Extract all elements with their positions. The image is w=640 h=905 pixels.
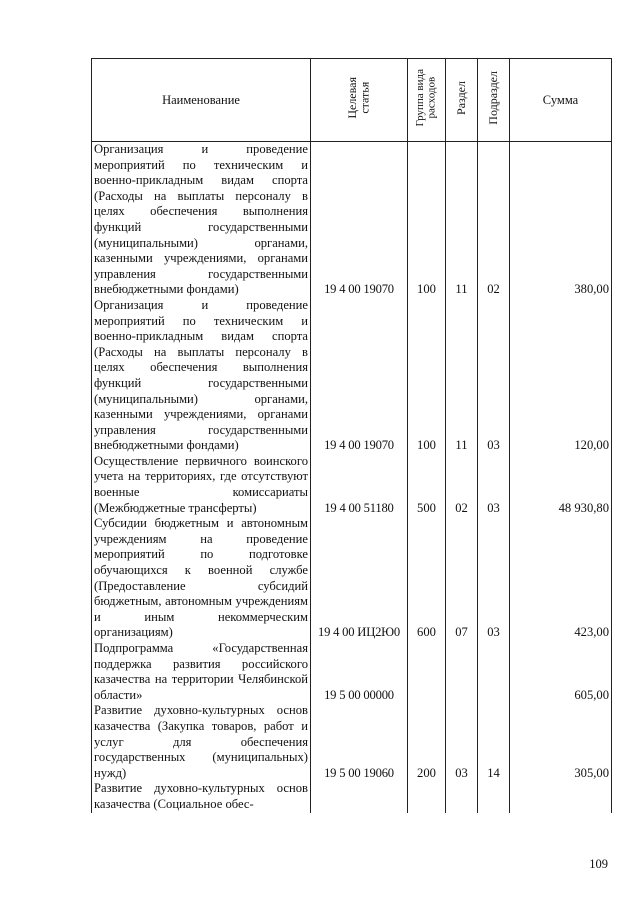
table-row: [92, 454, 612, 516]
row-subsection: [478, 781, 510, 812]
row-name: Развитие духовно-культурных основ казачества (Социальное обес-: [92, 781, 311, 812]
row-subsection: 02: [478, 142, 510, 298]
row-section: [446, 641, 478, 703]
row-expense-group: 500: [408, 454, 446, 516]
table-header-row: [92, 59, 612, 142]
row-amount: 380,00: [510, 142, 612, 298]
row-section: [446, 781, 478, 812]
row-expense-group: 600: [408, 516, 446, 641]
row-amount: [510, 781, 612, 812]
row-section: 11: [446, 298, 478, 454]
row-target-article: 19 5 00 19060: [311, 703, 408, 781]
page-number: 109: [589, 857, 608, 871]
row-expense-group: 200: [408, 703, 446, 781]
budget-table: [91, 58, 612, 813]
row-target-article: [311, 781, 408, 812]
row-target-article: 19 4 00 19070: [311, 142, 408, 298]
row-name: Подпрограмма «Государственная поддержка развития российского казачества на территории Челябинской области»: [92, 641, 311, 703]
header-section: Раздел: [446, 59, 478, 142]
row-name: Субсидии бюджетным и автономным учреждениям на проведение мероприятий по подготовке обучающихся к военной службе (Предоставление субсидий бюджетным, автономным учреждениям и иным некоммерческим организациям): [92, 516, 311, 641]
row-amount: 423,00: [510, 516, 612, 641]
row-expense-group: 100: [408, 142, 446, 298]
row-name: Осуществление первичного воинского учета на территориях, где отсутствуют военные комиссариаты (Межбюджетные трансферты): [92, 454, 311, 516]
row-amount: 605,00: [510, 641, 612, 703]
row-section: 07: [446, 516, 478, 641]
row-expense-group: 100: [408, 298, 446, 454]
header-expense-group: Группа вида расходов: [408, 59, 446, 142]
row-section: 11: [446, 142, 478, 298]
table-row: [92, 703, 612, 781]
table-row: [92, 298, 612, 454]
row-section: 03: [446, 703, 478, 781]
row-name: Организация и проведение мероприятий по техническим и военно-прикладным видам спорта (Расходы на выплаты персоналу в целях обеспечения выполнения функций государственными (муниципальными) органами, казенными учреждениями, органами управления государственными внебюджетными фондами): [92, 142, 311, 298]
row-name: Организация и проведение мероприятий по техническим и военно-прикладным видам спорта (Расходы на выплаты персоналу в целях обеспечения выполнения функций государственными (муниципальными) органами, казенными учреждениями, органами управления государственными внебюджетными фондами): [92, 298, 311, 454]
row-expense-group: [408, 641, 446, 703]
row-target-article: 19 4 00 19070: [311, 298, 408, 454]
row-expense-group: [408, 781, 446, 812]
row-target-article: 19 5 00 00000: [311, 641, 408, 703]
row-section: 02: [446, 454, 478, 516]
row-subsection: [478, 641, 510, 703]
row-amount: 48 930,80: [510, 454, 612, 516]
row-subsection: 03: [478, 516, 510, 641]
row-amount: 305,00: [510, 703, 612, 781]
header-amount: Сумма: [510, 59, 612, 142]
row-name: Развитие духовно-культурных основ казачества (Закупка товаров, работ и услуг для обеспечения государственных (муниципальных) нужд): [92, 703, 311, 781]
row-subsection: 03: [478, 298, 510, 454]
row-target-article: 19 4 00 ИЦ2Ю0: [311, 516, 408, 641]
header-name: Наименование: [92, 59, 311, 142]
row-target-article: 19 4 00 51180: [311, 454, 408, 516]
header-target-article: Целевая статья: [311, 59, 408, 142]
table-row: [92, 142, 612, 298]
row-subsection: 14: [478, 703, 510, 781]
table-row: [92, 641, 612, 703]
header-subsection: Подраздел: [478, 59, 510, 142]
row-subsection: 03: [478, 454, 510, 516]
row-amount: 120,00: [510, 298, 612, 454]
table-row: [92, 781, 612, 812]
table-row: [92, 516, 612, 641]
